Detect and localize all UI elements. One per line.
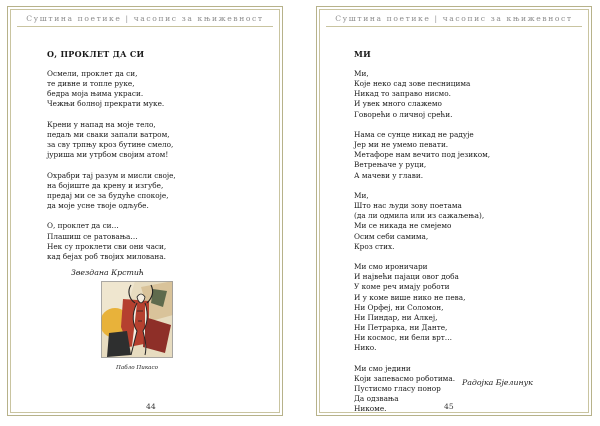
verse-line: (да ли одмила или из сажаљења), — [354, 211, 485, 221]
verse-line: те дивне и топле руке, — [47, 79, 135, 89]
verse-line: Кроз стих. — [354, 241, 395, 251]
page-number: 45 — [444, 402, 454, 411]
verse-line: Осим себи самима, — [354, 231, 429, 241]
verse-line: Пустисмо гласу понор — [354, 383, 441, 393]
header-rule — [17, 26, 273, 27]
verse-line: Чежњи болној прекрати муке. — [47, 99, 165, 109]
verse-line: Говорећи о личној срећи. — [354, 109, 453, 119]
verse-line: Ветрењаче у руци, — [354, 160, 427, 170]
right-page — [316, 6, 592, 416]
verse-line: О, проклет да си… — [47, 221, 119, 231]
verse-line: А мачеви у глави. — [354, 170, 424, 180]
stanza — [47, 120, 176, 161]
poem-title: О, ПРОКЛЕТ ДА СИ — [47, 49, 145, 59]
verse-line: Које неко сад зове песницима — [354, 79, 471, 89]
verse-line: У коме реч имају роботи — [354, 282, 450, 292]
verse-line: Ми се никада не смејемо — [354, 221, 452, 231]
verse-line: Ни Орфеј, ни Соломон, — [354, 302, 444, 312]
stanza — [47, 69, 176, 110]
verse-line: Ми смо једини — [354, 363, 411, 373]
artwork-caption: Пабло Пикасо — [116, 365, 158, 371]
verse-line: Ни Пиндар, ни Алкеј, — [354, 312, 438, 322]
stanza — [354, 262, 490, 353]
stanza — [47, 171, 176, 212]
verse-line: Осмели, проклет да си, — [47, 69, 138, 78]
verse-line: Плашиш се ратовања… — [47, 231, 138, 241]
left-page — [7, 6, 283, 416]
verse-line: Који запевасмо роботима. — [354, 373, 456, 383]
verse-line: кад бејах роб твојих милована. — [47, 251, 166, 261]
stanza — [354, 130, 490, 181]
stanza — [354, 69, 490, 120]
journal-header: Суштина поетике | часопис за књижевност — [335, 14, 573, 23]
verse-line: Ми, — [354, 69, 369, 78]
stanza — [354, 191, 490, 252]
verse-line: И највећи пајаци овог доба — [354, 272, 459, 282]
verse-line: Ни космос, ни бели врт… — [354, 333, 453, 343]
verse-line: Никад то заправо нисмо. — [354, 89, 451, 99]
verse-line: Да одзвања — [354, 394, 399, 404]
verse-line: предај ми се за будуће спокоје, — [47, 190, 169, 200]
stanza — [47, 221, 176, 262]
verse-line: Нама се сунце никад не радује — [354, 129, 474, 139]
verse-line: Ми, — [354, 190, 369, 200]
cubist-figure-painting-icon — [101, 281, 173, 358]
verse-line: Охрабри тај разум и мисли своје, — [47, 170, 176, 180]
verse-line: бедра моја њима украси. — [47, 89, 144, 99]
poem-body — [354, 69, 490, 425]
poem-author: Радојка Бјелинук — [462, 378, 533, 387]
header-rule — [326, 26, 582, 27]
stanza — [354, 364, 490, 415]
verse-line: Ми смо ироничари — [354, 262, 428, 272]
verse-line: на бојиште да крену и изгубе, — [47, 180, 164, 190]
verse-line: Што нас људи зову поетама — [354, 201, 462, 211]
verse-line: Нек су проклети сви они часи, — [47, 241, 167, 251]
journal-header: Суштина поетике | часопис за књижевност — [26, 14, 264, 23]
page-number: 44 — [146, 402, 156, 411]
verse-line: Нико. — [354, 343, 377, 353]
verse-line: Ни Петрарка, ни Данте, — [354, 323, 448, 332]
poem-body — [47, 69, 176, 272]
verse-line: за сву трпњу кроз бутине смело, — [47, 140, 174, 150]
verse-line: јуриша ми утрбом својим атом! — [47, 150, 169, 160]
verse-line: педаљ ми сваки запали ватром, — [47, 129, 170, 139]
verse-line: Крени у напад на моје тело, — [47, 119, 156, 129]
poem-title: МИ — [354, 49, 372, 59]
verse-line: Јер ми не умемо певати. — [354, 140, 449, 150]
artwork-black-plane — [107, 331, 131, 357]
verse-line: Никоме. — [354, 404, 387, 414]
verse-line: да моје усне твоје одљубе. — [47, 201, 149, 211]
verse-line: И у коме више нико не пева, — [354, 292, 466, 302]
verse-line: Метафоре нам вечито под језиком, — [354, 150, 491, 160]
poem-author: Звездана Крстић — [71, 268, 144, 277]
verse-line: И увек много слажемо — [354, 99, 442, 109]
